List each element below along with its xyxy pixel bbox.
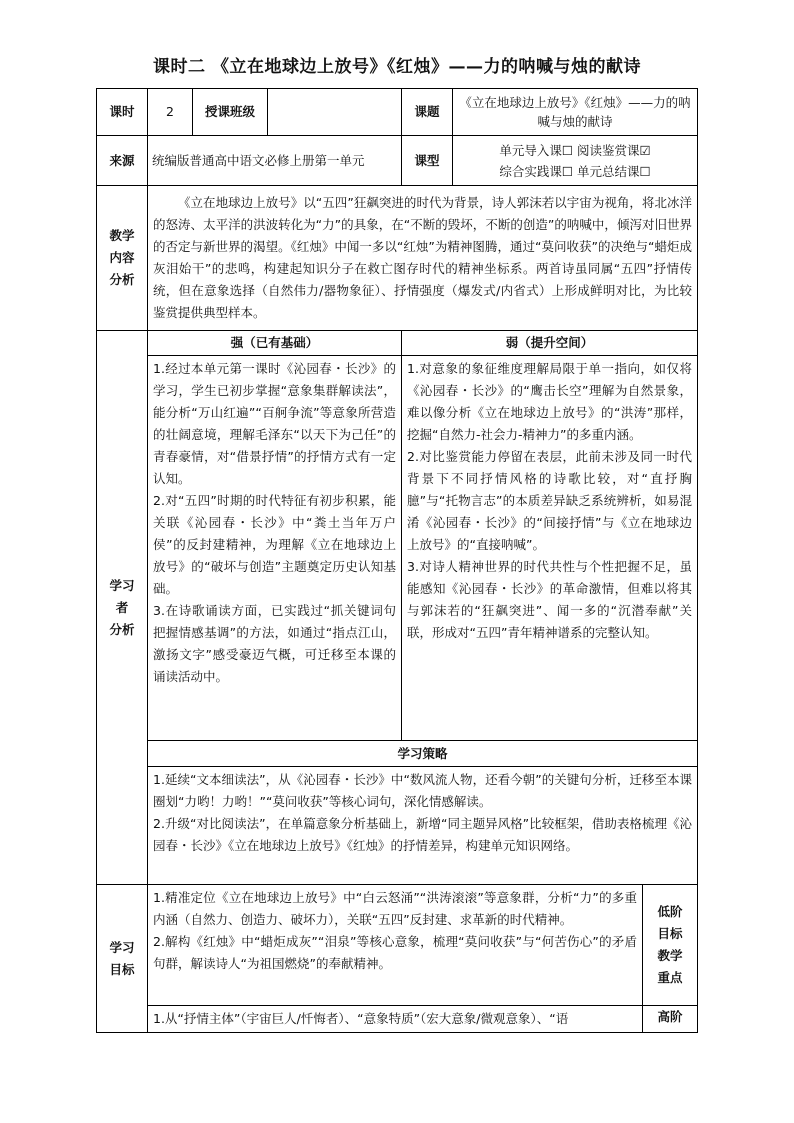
lesson-label: 课时 — [97, 89, 148, 136]
strong-item: 2.对“五四”时期的时代特征有初步积累，能关联《沁园春・长沙》中“粪土当年万户侯”的反封建精神，为理解《立在地球边上放号》的“破坏与创造”主题奠定历史认知基础。 — [153, 493, 396, 596]
weak-item: 1.对意象的象征维度理解局限于单一指向，如仅将《沁园春・长沙》的“鹰击长空”理解为自然景象，难以像分析《立在地球边上放号》的“洪涛”那样，挖掘“自然力-社会力-精神力”的多重内涵。 — [407, 361, 693, 442]
topic-label: 课题 — [402, 89, 453, 136]
type-options-line1: 单元导入课☐ 阅读鉴赏课☑ — [499, 142, 651, 158]
content-analysis-text: 《立在地球边上放号》以“五四”狂飙突进的时代为背景，诗人郭沫若以宇宙为视角，将北冰洋的怒涛、太平洋的洪波转化为“力”的具象，在“不断的毁坏，不断的创造”的呐喊中，倾泻对旧世界的否定与新世界的渴望。《红烛》中闻一多以“红烛”为精神图腾，通过“莫问收获”的决绝与“蜡炬成灰泪始干”的悲鸣，构建起知识分子在救亡图存时代的精神坐标系。两首诗虽同属“五四”抒情传统，但在意象选择（自然伟力/器物象征）、抒情强度（爆发式/内省式）上形成鲜明对比，为比较鉴赏提供典型样本。 — [148, 186, 698, 331]
row-goals-low — [97, 885, 698, 1006]
strong-list — [148, 356, 402, 741]
high-goal-tag: 高阶 — [643, 1006, 698, 1033]
row-learner-contents — [97, 356, 698, 741]
lesson-plan-table — [96, 88, 698, 1033]
high-goal-item: 1.从“抒情主体”（宇宙巨人/忏悔者）、“意象特质”（宏大意象/微观意象）、“语 — [148, 1006, 643, 1033]
strong-item: 3.在诗歌诵读方面，已实践过“抓关键词句把握情感基调”的方法，如通过“指点江山，激扬文字”感受豪迈气概，可迁移至本课的诵读活动中。 — [153, 603, 396, 684]
strong-item: 1.经过本单元第一课时《沁园春・长沙》的学习，学生已初步掌握“意象集群解读法”，能分析“万山红遍”“百舸争流”等意象所营造的壮阔意境，理解毛泽东“以天下为己任”的青春豪情，对“借景抒情”的抒情方式有一定认知。 — [153, 361, 396, 486]
low-goal-tag: 低阶 目标 教学 重点 — [643, 885, 698, 1006]
weak-list — [402, 356, 698, 741]
row-goals-high — [97, 1006, 698, 1033]
topic-value: 《立在地球边上放号》《红烛》——力的呐喊与烛的献诗 — [453, 89, 698, 136]
weak-item: 2.对比鉴赏能力停留在表层，此前未涉及同一时代背景下不同抒情风格的诗歌比较，对“直抒胸臆”与“托物言志”的本质差异缺乏系统辨析，如易混淆《沁园春・长沙》的“间接抒情”与《立在地球边上放号》的“直接呐喊”。 — [407, 449, 693, 552]
learning-goals-label: 学习 目标 — [97, 885, 148, 1033]
low-goals-list — [148, 885, 643, 1006]
weak-item: 3.对诗人精神世界的时代共性与个性把握不足，虽能感知《沁园春・长沙》的革命激情，但难以将其与郭沫若的“狂飙突进”、闻一多的“沉潜奉献”关联，形成对“五四”青年精神谱系的完整认知。 — [407, 559, 693, 640]
row-strategy-content — [97, 767, 698, 885]
class-label: 授课班级 — [193, 89, 268, 136]
type-options-line2: 综合实践课☐ 单元总结课☐ — [499, 163, 651, 179]
row-strategy-header — [97, 741, 698, 767]
goal-item: 2.解构《红烛》中“蜡炬成灰”“泪泉”等核心意象，梳理“莫问收获”与“何苦伤心”的矛盾句群，解读诗人“为祖国燃烧”的奉献精神。 — [153, 934, 637, 971]
class-value — [268, 89, 402, 136]
goal-item: 1.精准定位《立在地球边上放号》中“白云怒涌”“洪涛滚滚”等意象群，分析“力”的多重内涵（自然力、创造力、破坏力），关联“五四”反封建、求革新的时代精神。 — [153, 890, 637, 927]
source-value: 统编版普通高中语文必修上册第一单元 — [148, 136, 402, 186]
row-source-type — [97, 136, 698, 186]
strategy-item: 2.升级“对比阅读法”，在单篇意象分析基础上，新增“同主题异风格”比较框架，借助表格梳理《沁园春・长沙》《立在地球边上放号》《红烛》的抒情差异，构建单元知识网络。 — [153, 816, 693, 853]
learner-analysis-label: 学习 者 分析 — [97, 331, 148, 885]
source-label: 来源 — [97, 136, 148, 186]
strategy-item: 1.延续“文本细读法”，从《沁园春・长沙》中“数风流人物，还看今朝”的关键句分析，迁移至本课圈划“力哟！力哟！”“莫问收获”等核心词句，深化情感解读。 — [153, 772, 693, 809]
strategy-list — [148, 767, 698, 885]
lesson-value: 2 — [148, 89, 193, 136]
type-label: 课型 — [402, 136, 453, 186]
strategy-header: 学习策略 — [148, 741, 698, 767]
page-title: 课时二 《立在地球边上放号》《红烛》——力的呐喊与烛的献诗 — [153, 57, 641, 77]
lesson-type-options — [453, 136, 698, 186]
strong-header: 强（已有基础） — [148, 331, 402, 356]
weak-header: 弱（提升空间） — [402, 331, 698, 356]
row-lesson-info — [97, 89, 698, 136]
row-content-analysis — [97, 186, 698, 331]
content-analysis-label: 教学 内容 分析 — [97, 186, 148, 331]
row-learner-headers — [97, 331, 698, 356]
